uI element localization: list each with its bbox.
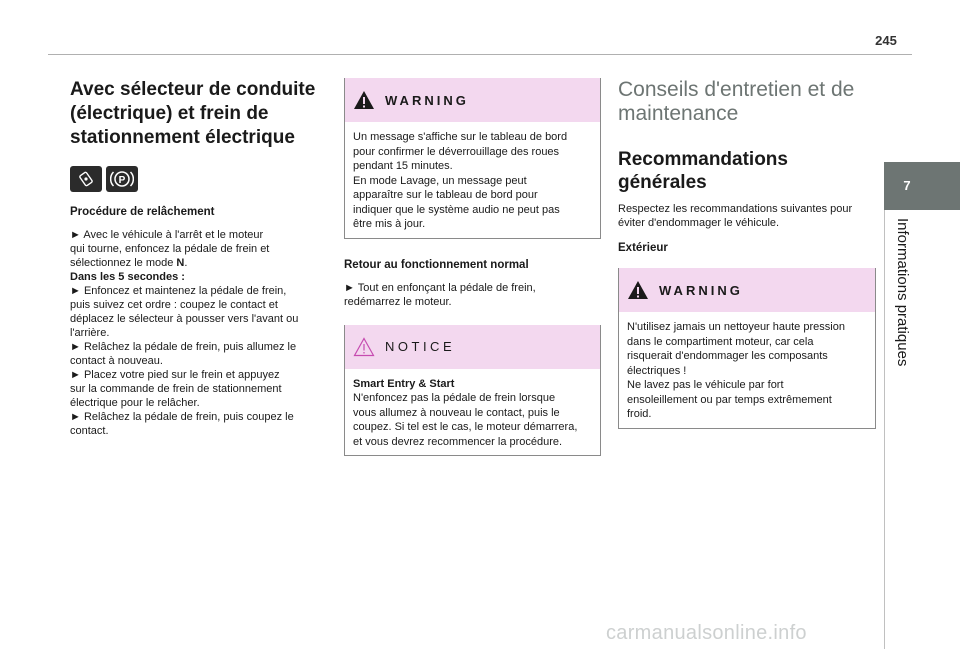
exterior-warning-box: WARNING N'utilisez jamais un nettoyeur haute pression dans le compartiment moteur, car cela risquerait d'endommager les composants électriques ! Ne lavez pas le véhicule par fort ensoleillement ou par temps extrêmement froid. xyxy=(618,268,876,429)
notice-icon xyxy=(353,337,375,357)
normal-operation-heading: Retour au fonctionnement normal xyxy=(344,258,529,271)
left-column xyxy=(70,78,320,444)
gear-selector-icon xyxy=(70,166,102,192)
exterior-heading: Extérieur xyxy=(618,242,668,254)
release-steps: ► Avec le véhicule à l'arrêt et le moteur qui tourne, enfoncez la pédale de frein et sélectionnez le mode N. Dans les 5 secondes : ► Enfoncez et maintenez la pédale de frein, puis suivez cet ordre : coupez le contact et déplacez le sélecteur à pousser vers l'avant ou l'arrière. ► Relâchez la pédale de frein, puis allumez le contact à nouveau. ► Placez votre pied sur le frein et appuyez sur la commande de frein de stationnement électrique pour le relâcher. ► Relâchez la pédale de frein, puis coupez le contact. xyxy=(70,229,299,437)
chapter-tab xyxy=(884,162,960,210)
section-heading: Avec sélecteur de conduite (électrique) et frein de stationnement électrique xyxy=(70,79,316,148)
warning-box: WARNING Un message s'affiche sur le tableau de bord pour confirmer le déverrouillage des roues pendant 15 minutes. En mode Lavage, un message peut apparaître sur le tableau de bord pour indiquer que le système audio ne peut pas être mis à jour. xyxy=(344,78,601,239)
chapter-number: 7 xyxy=(903,178,911,193)
parking-brake-icon xyxy=(106,166,138,192)
page-number: 245 xyxy=(875,33,897,48)
top-divider xyxy=(48,54,912,55)
warning-icon xyxy=(627,280,649,300)
chapter-title: Informations pratiques xyxy=(894,218,911,367)
maintenance-heading: Conseils d'entretien et de maintenance xyxy=(618,78,855,125)
general-recommendations-heading: Recommandations générales xyxy=(618,149,788,193)
notice-box: NOTICE Smart Entry & Start N'enfoncez pas la pédale de frein lorsque vous allumez à nouveau le contact, puis le coupez. Si tel est le cas, le moteur démarrera, et vous devrez recommencer la procédure. xyxy=(344,325,601,457)
warning-title: WARNING xyxy=(659,282,743,298)
warning-icon xyxy=(353,90,375,110)
middle-column xyxy=(344,78,601,470)
release-procedure-heading: Procédure de relâchement xyxy=(70,206,215,218)
warning-title: WARNING xyxy=(385,92,469,108)
normal-operation-text: ► Tout en enfonçant la pédale de frein, redémarrez le moteur. xyxy=(344,281,536,308)
watermark: carmanualsonline.info xyxy=(606,622,807,644)
symbol-row xyxy=(70,166,320,192)
chapter-divider xyxy=(884,210,885,649)
svg-text:P: P xyxy=(118,175,126,186)
right-column xyxy=(618,78,876,443)
intro-text: Respectez les recommandations suivantes pour éviter d'endommager le véhicule. xyxy=(618,203,853,229)
notice-title: NOTICE xyxy=(385,339,456,354)
